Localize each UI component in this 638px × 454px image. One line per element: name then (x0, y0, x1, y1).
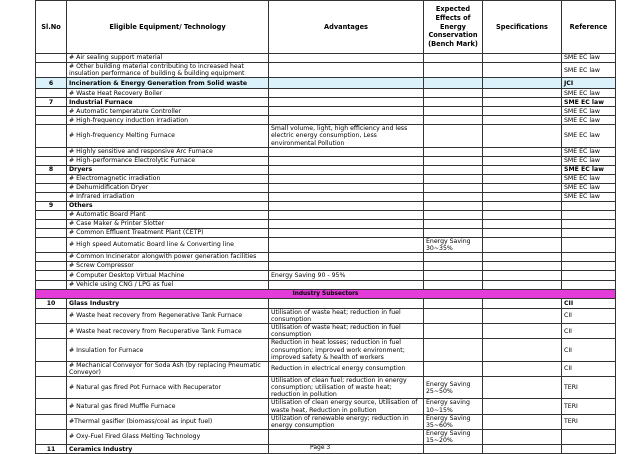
equipment-cell: # Waste heat recovery from Recuperative Tank Furnace (67, 324, 269, 339)
expected-cell (424, 210, 483, 219)
specifications-cell (483, 280, 562, 289)
specifications-cell (483, 201, 562, 210)
expected-cell (424, 54, 483, 63)
expected-cell (424, 183, 483, 192)
equipment-cell: # High-performance Electrolytic Furnace (67, 156, 269, 165)
advantages-cell (269, 116, 424, 125)
equipment-cell: # Electromagnetic irradiation (67, 174, 269, 183)
advantages-cell (269, 252, 424, 261)
advantages-cell (269, 429, 424, 444)
specifications-cell (483, 228, 562, 237)
sl-cell (36, 399, 67, 414)
table-row (36, 280, 616, 289)
equipment-cell: Dryers (67, 165, 269, 174)
reference-cell: SME EC law (562, 192, 616, 201)
expected-cell (424, 324, 483, 339)
specifications-cell (483, 324, 562, 339)
reference-cell (562, 252, 616, 261)
sl-cell (36, 156, 67, 165)
expected-cell (424, 308, 483, 323)
reference-cell (562, 219, 616, 228)
specifications-cell (483, 414, 562, 429)
equipment-cell: # Other building material contributing to increased heat insulation performance of building & building equipment (67, 63, 269, 78)
expected-cell (424, 252, 483, 261)
table-row (36, 54, 616, 63)
equipment-cell: # Air sealing support material (67, 54, 269, 63)
expected-cell (424, 219, 483, 228)
sl-cell (36, 125, 67, 147)
specifications-cell (483, 183, 562, 192)
table-row (36, 63, 616, 78)
table-row (36, 339, 616, 361)
sl-cell: 10 (36, 298, 67, 308)
equipment-cell: # Computer Desktop Virtual Machine (67, 270, 269, 280)
expected-cell (424, 98, 483, 107)
sl-cell (36, 280, 67, 289)
sl-cell (36, 361, 67, 376)
reference-cell (562, 270, 616, 280)
expected-cell (424, 361, 483, 376)
table-row (36, 107, 616, 116)
equipment-cell: # Highly sensitive and responsive Arc Furnace (67, 147, 269, 156)
expected-cell (424, 261, 483, 270)
expected-cell (424, 270, 483, 280)
specifications-cell (483, 308, 562, 323)
table-row (36, 308, 616, 323)
advantages-cell (269, 78, 424, 89)
header-reference: Reference (562, 1, 616, 54)
equipment-cell: # Common Effluent Treatment Plant (CETP) (67, 228, 269, 237)
sl-cell (36, 192, 67, 201)
specifications-cell (483, 98, 562, 107)
expected-cell (424, 445, 483, 454)
expected-cell (424, 89, 483, 98)
sl-cell (36, 107, 67, 116)
expected-cell (424, 228, 483, 237)
sl-cell (36, 237, 67, 252)
advantages-cell (269, 107, 424, 116)
reference-cell: SME EC law (562, 98, 616, 107)
equipment-cell: # High speed Automatic Board line & Converting line (67, 237, 269, 252)
equipment-cell: # Automatic temperature Controller (67, 107, 269, 116)
reference-cell: CII (562, 339, 616, 361)
equipment-cell: # Common Incinerator alongwith power generation facilities (67, 252, 269, 261)
table-row (36, 270, 616, 280)
sl-cell (36, 324, 67, 339)
reference-cell: TERI (562, 399, 616, 414)
expected-cell (424, 107, 483, 116)
advantages-cell (269, 183, 424, 192)
sl-cell (36, 174, 67, 183)
expected-cell (424, 280, 483, 289)
advantages-cell (269, 192, 424, 201)
reference-cell (562, 445, 616, 454)
equipment-cell: Incineration & Energy Generation from Solid waste (67, 78, 269, 89)
advantages-cell (269, 147, 424, 156)
sl-cell (36, 414, 67, 429)
advantages-cell (269, 174, 424, 183)
reference-cell: SME EC law (562, 125, 616, 147)
table-row (36, 156, 616, 165)
table-row (36, 429, 616, 444)
reference-cell (562, 228, 616, 237)
expected-cell (424, 192, 483, 201)
section-band (36, 289, 616, 298)
expected-cell (424, 201, 483, 210)
specifications-cell (483, 156, 562, 165)
sl-cell (36, 63, 67, 78)
advantages-cell (269, 219, 424, 228)
equipment-cell: # Dehumidification Dryer (67, 183, 269, 192)
equipment-cell: # Insulation for Furnace (67, 339, 269, 361)
specifications-cell (483, 445, 562, 454)
equipment-cell: Others (67, 201, 269, 210)
table-row (36, 361, 616, 376)
sl-cell (36, 252, 67, 261)
sl-cell (36, 339, 67, 361)
expected-cell (424, 63, 483, 78)
specifications-cell (483, 252, 562, 261)
advantages-cell (269, 63, 424, 78)
table-row (36, 116, 616, 125)
section-band-label: Industry Subsectors (36, 289, 616, 298)
specifications-cell (483, 165, 562, 174)
table-row (36, 89, 616, 98)
sl-cell (36, 147, 67, 156)
advantages-cell: Utilization of renewable energy; reduction in energy consumption (269, 414, 424, 429)
specifications-cell (483, 237, 562, 252)
section-row (36, 78, 616, 89)
equipment-cell: # Infrared irradiation (67, 192, 269, 201)
sl-cell (36, 54, 67, 63)
sl-cell: 11 (36, 445, 67, 454)
advantages-cell (269, 201, 424, 210)
specifications-cell (483, 377, 562, 399)
reference-cell: SME EC law (562, 107, 616, 116)
reference-cell: TERI (562, 414, 616, 429)
reference-cell: SME EC law (562, 174, 616, 183)
specifications-cell (483, 261, 562, 270)
equipment-cell: # Screw Compressor (67, 261, 269, 270)
advantages-cell (269, 165, 424, 174)
specifications-cell (483, 147, 562, 156)
reference-cell: TERI (562, 377, 616, 399)
table-row (36, 414, 616, 429)
sl-cell: 8 (36, 165, 67, 174)
header-specifications: Specifications (483, 1, 562, 54)
reference-cell: CII (562, 324, 616, 339)
section-row (36, 201, 616, 210)
header-equipment: Eligible Equipment/ Technology (67, 1, 269, 54)
equipment-cell: #Thermal gasifier (biomass/coal as input fuel) (67, 414, 269, 429)
equipment-cell: # Natural gas fired Pot Furnace with Recuperator (67, 377, 269, 399)
specifications-cell (483, 174, 562, 183)
reference-cell: SME EC law (562, 183, 616, 192)
table-row (36, 125, 616, 147)
advantages-cell: Utilisation of waste heat; reduction in fuel consumption (269, 308, 424, 323)
table-row (36, 228, 616, 237)
expected-cell (424, 78, 483, 89)
section-row (36, 298, 616, 308)
equipment-cell: # Waste Heat Recovery Boiler (67, 89, 269, 98)
table-row (36, 219, 616, 228)
reference-cell: SME EC law (562, 156, 616, 165)
equipment-cell: # Waste heat recovery from Regenerative Tank Furnace (67, 308, 269, 323)
expected-cell: Energy Saving 25~50% (424, 377, 483, 399)
advantages-cell (269, 237, 424, 252)
expected-cell (424, 147, 483, 156)
technology-table (35, 0, 616, 454)
header-sl: Sl.No (36, 1, 67, 54)
table-row (36, 183, 616, 192)
advantages-cell: Energy Saving 90 - 95% (269, 270, 424, 280)
specifications-cell (483, 361, 562, 376)
sl-cell (36, 89, 67, 98)
advantages-cell (269, 445, 424, 454)
reference-cell: SME EC law (562, 165, 616, 174)
specifications-cell (483, 399, 562, 414)
reference-cell: JCI (562, 78, 616, 89)
reference-cell (562, 237, 616, 252)
advantages-cell: Utilisation of clean fuel; reduction in energy consumption; utilisation of waste heat; reduction in pollution (269, 377, 424, 399)
advantages-cell: Small volume, light, high efficiency and less electric energy consumption, Less environmental Pollution (269, 125, 424, 147)
expected-cell (424, 156, 483, 165)
expected-cell (424, 165, 483, 174)
equipment-cell: # Case Maker & Printer Slotter (67, 219, 269, 228)
specifications-cell (483, 270, 562, 280)
header-row (36, 1, 616, 54)
advantages-cell (269, 98, 424, 107)
sl-cell (36, 116, 67, 125)
table-row (36, 377, 616, 399)
sl-cell (36, 377, 67, 399)
equipment-cell: Glass Industry (67, 298, 269, 308)
specifications-cell (483, 89, 562, 98)
expected-cell (424, 174, 483, 183)
reference-cell: CII (562, 298, 616, 308)
advantages-cell (269, 228, 424, 237)
expected-cell: Energy Saving 35~60% (424, 414, 483, 429)
expected-cell (424, 339, 483, 361)
section-row (36, 165, 616, 174)
reference-cell: SME EC law (562, 147, 616, 156)
header-advantages: Advantages (269, 1, 424, 54)
specifications-cell (483, 298, 562, 308)
advantages-cell: Reduction in electrical energy consumption (269, 361, 424, 376)
advantages-cell (269, 261, 424, 270)
advantages-cell (269, 280, 424, 289)
table-row (36, 147, 616, 156)
specifications-cell (483, 210, 562, 219)
specifications-cell (483, 339, 562, 361)
sl-cell (36, 210, 67, 219)
table-row (36, 261, 616, 270)
header-expected: Expected Effects of Energy Conservation (Bench Mark) (424, 1, 483, 54)
equipment-cell: Ceramics Industry (67, 445, 269, 454)
reference-cell (562, 429, 616, 444)
specifications-cell (483, 78, 562, 89)
specifications-cell (483, 429, 562, 444)
sl-cell: 9 (36, 201, 67, 210)
equipment-cell: # High-frequency Melting Furnace (67, 125, 269, 147)
specifications-cell (483, 116, 562, 125)
reference-cell: SME EC law (562, 89, 616, 98)
table-row (36, 399, 616, 414)
reference-cell (562, 201, 616, 210)
reference-cell (562, 280, 616, 289)
sl-cell (36, 228, 67, 237)
advantages-cell (269, 54, 424, 63)
sl-cell (36, 183, 67, 192)
reference-cell (562, 261, 616, 270)
expected-cell (424, 116, 483, 125)
equipment-cell: # Natural gas fired Muffle Furnace (67, 399, 269, 414)
table-row (36, 237, 616, 252)
sl-cell: 6 (36, 78, 67, 89)
equipment-cell: # Mechanical Conveyor for Soda Ash (by replacing Pneumatic Conveyor) (67, 361, 269, 376)
specifications-cell (483, 54, 562, 63)
expected-cell (424, 125, 483, 147)
equipment-cell: # Automatic Board Plant (67, 210, 269, 219)
table-row (36, 324, 616, 339)
advantages-cell (269, 210, 424, 219)
sl-cell (36, 261, 67, 270)
advantages-cell (269, 298, 424, 308)
table-row (36, 174, 616, 183)
specifications-cell (483, 107, 562, 116)
reference-cell: SME EC law (562, 116, 616, 125)
table-row (36, 252, 616, 261)
advantages-cell: Utilisation of clean energy source, Utilisation of waste heat, Reduction in pollution (269, 399, 424, 414)
specifications-cell (483, 125, 562, 147)
advantages-cell (269, 156, 424, 165)
expected-cell (424, 298, 483, 308)
section-row (36, 98, 616, 107)
sl-cell: 7 (36, 98, 67, 107)
specifications-cell (483, 63, 562, 78)
sl-cell (36, 308, 67, 323)
expected-cell: Energy Saving 30~35% (424, 237, 483, 252)
equipment-cell: # Oxy-Fuel Fired Glass Melting Technology (67, 429, 269, 444)
reference-cell: SME EC law (562, 63, 616, 78)
expected-cell: Energy Saving 15~20% (424, 429, 483, 444)
page-number: Page 3 (310, 444, 331, 451)
table-row (36, 192, 616, 201)
table-row (36, 210, 616, 219)
reference-cell: CII (562, 308, 616, 323)
advantages-cell: Reduction in heat losses; reduction in fuel consumption; improved work environment; improved safety & health of workers (269, 339, 424, 361)
sl-cell (36, 429, 67, 444)
sl-cell (36, 219, 67, 228)
expected-cell: Energy saving 10~15% (424, 399, 483, 414)
equipment-cell: # Vehicle using CNG / LPG as fuel (67, 280, 269, 289)
reference-cell (562, 210, 616, 219)
equipment-cell: Industrial Furnace (67, 98, 269, 107)
advantages-cell (269, 89, 424, 98)
equipment-cell: # High-frequency induction irradiation (67, 116, 269, 125)
specifications-cell (483, 192, 562, 201)
table-body (36, 54, 616, 454)
sl-cell (36, 270, 67, 280)
advantages-cell: Utilisation of waste heat; reduction in fuel consumption (269, 324, 424, 339)
reference-cell: CII (562, 361, 616, 376)
reference-cell: SME EC law (562, 54, 616, 63)
specifications-cell (483, 219, 562, 228)
